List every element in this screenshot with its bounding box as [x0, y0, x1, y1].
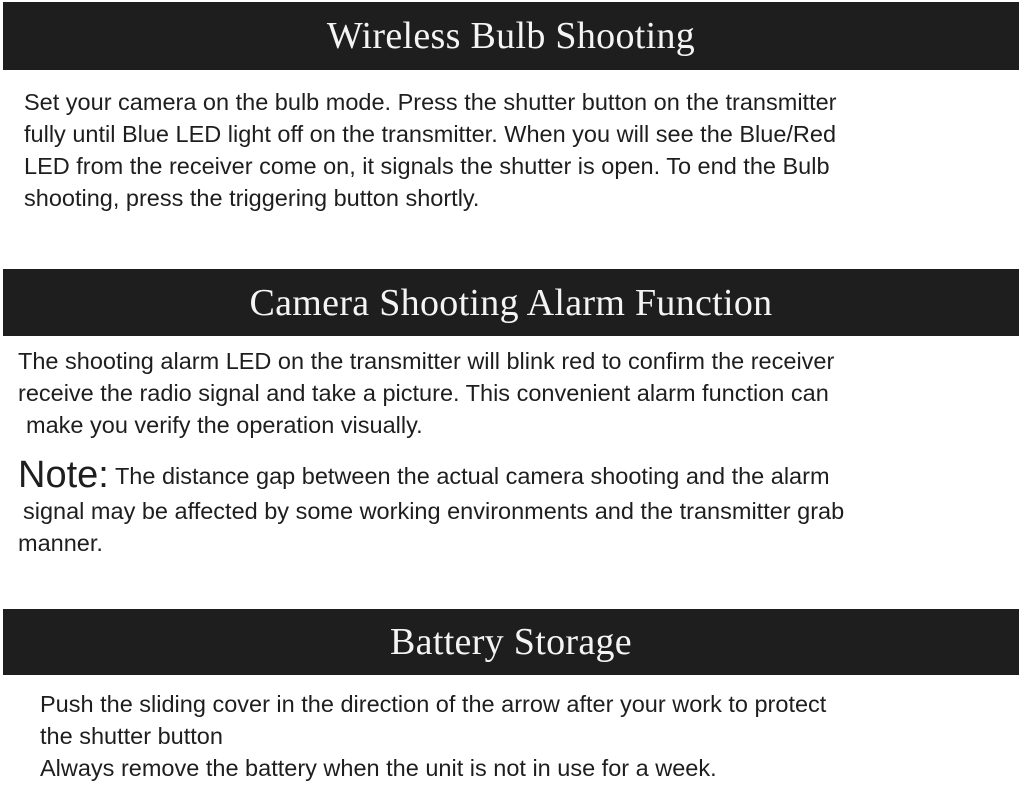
- section-body-wireless-bulb-shooting: [24, 86, 837, 214]
- section-header-battery-storage: [3, 609, 1019, 675]
- body-line: The shooting alarm LED on the transmitter will blink red to confirm the receiver: [18, 348, 835, 374]
- section-title: Battery Storage: [390, 621, 632, 663]
- body-line: Set your camera on the bulb mode. Press the shutter button on the transmitter: [24, 89, 837, 115]
- body-line: Push the sliding cover in the direction of the arrow after your work to protect: [40, 691, 827, 717]
- section-header-wireless-bulb-shooting: [3, 2, 1019, 70]
- body-line: make you verify the operation visually.: [26, 412, 423, 438]
- section-body-camera-shooting-alarm-function: [18, 345, 834, 441]
- note-line: The distance gap between the actual camera shooting and the alarm: [114, 463, 830, 489]
- note-label: Note:: [18, 454, 109, 496]
- body-line: fully until Blue LED light off on the transmitter. When you will see the Blue/Red: [24, 121, 837, 147]
- body-line: the shutter button: [40, 723, 223, 749]
- section-title: Wireless Bulb Shooting: [326, 15, 696, 57]
- body-line: Always remove the battery when the unit is not in use for a week.: [40, 755, 717, 781]
- section-body-battery-storage: [40, 688, 826, 784]
- body-line: receive the radio signal and take a picture. This convenient alarm function can: [18, 380, 829, 406]
- section-header-camera-shooting-alarm-function: [3, 269, 1019, 336]
- body-line: shooting, press the triggering button shortly.: [24, 185, 480, 211]
- note-line: signal may be affected by some working environments and the transmitter grab: [23, 498, 845, 524]
- section-title: Camera Shooting Alarm Function: [249, 281, 773, 324]
- body-line: LED from the receiver come on, it signals the shutter is open. To end the Bulb: [24, 153, 830, 179]
- note-block: [18, 455, 844, 559]
- note-line: manner.: [18, 530, 103, 556]
